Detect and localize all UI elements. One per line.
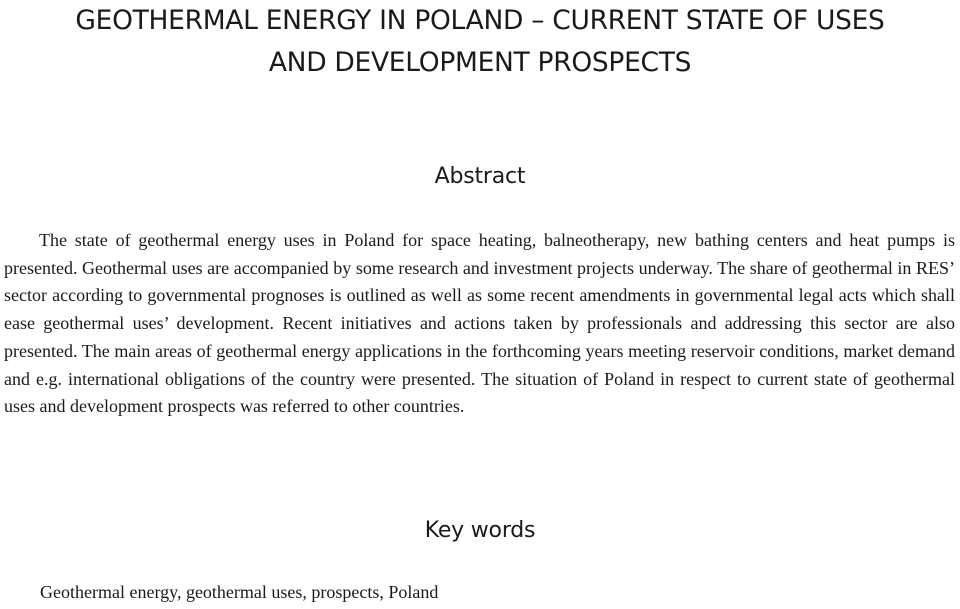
keywords-heading: Key words	[424, 518, 536, 543]
keywords-text: Geothermal energy, geothermal uses, prospects, Poland	[40, 582, 439, 602]
abstract-text: The state of geothermal energy uses in Poland for space heating, balneotherapy, new bathing centers and heat pumps is presented. Geothermal uses are accompanied by some research and investment projects underway. The share of geothermal in RES’ sector according to governmental prognoses is outlined as well as some recent amendments in governmental legal acts which shall ease geothermal uses’ development. Recent initiatives and actions taken by professionals and addressing this sector are also presented. The main areas of geothermal energy applications in the forthcoming years meeting reservoir conditions, market demand and e.g. international obligations of the country were presented. The situation of Poland in respect to current state of geothermal uses and development prospects was referred to other countries.	[4, 230, 955, 417]
paper-title	[0, 0, 960, 84]
paper-title-line-2: AND DEVELOPMENT PROSPECTS	[268, 47, 692, 78]
paper-title-line-1: GEOTHERMAL ENERGY IN POLAND – CURRENT STATE OF USES	[75, 5, 885, 36]
abstract-heading: Abstract	[434, 164, 526, 189]
